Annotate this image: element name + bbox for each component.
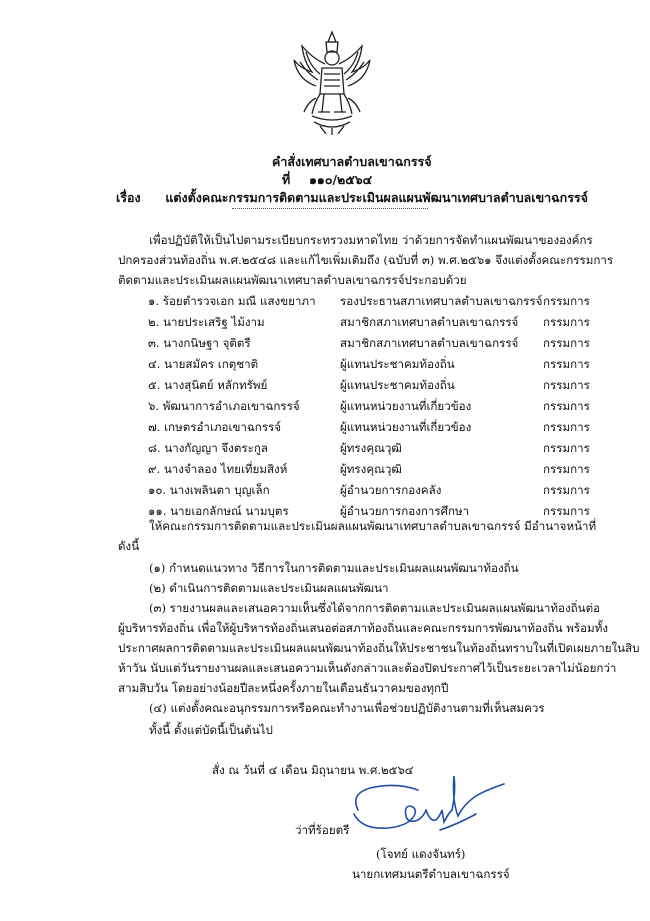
member-name: ๘. นางกัญญา จึงตระกูล [148, 441, 268, 455]
member-row [0, 417, 650, 437]
order-number-row [282, 170, 372, 190]
member-role: กรรมการ [543, 315, 590, 329]
member-name: ๕. นางสุนิตย์ หลักทรัพย์ [148, 378, 268, 392]
duty-item-3-line-5: สามสิบวัน โดยอย่างน้อยปีละหนึ่งครั้งภายในเดือนธันวาคมของทุกปี [118, 681, 449, 695]
member-name: ๗. เกษตรอำเภอเขาฉกรรจ์ [148, 420, 282, 434]
member-name: ๑๑. นายเอกลักษณ์ นามบุตร [148, 504, 289, 518]
member-position: สมาชิกสภาเทศบาลตำบลเขาฉกรรจ์ [340, 336, 519, 350]
separator-dotted-line [232, 208, 428, 209]
garuda-emblem-icon [290, 28, 374, 136]
member-row [0, 333, 650, 353]
signer-name: (โจทย์ แดงจันทร์) [376, 847, 466, 861]
member-row [0, 375, 650, 395]
duty-item-3-line-1: (๓) รายงานผลและเสนอความเห็นซึ่งได้จากการติดตามและประเมินผลแผนพัฒนาท้องถิ่นต่อ [149, 601, 601, 615]
member-row [0, 480, 650, 500]
member-position: ผู้แทนประชาคมท้องถิ่น [340, 357, 455, 371]
member-name: ๖. พัฒนาการอำเภอเขาฉกรรจ์ [148, 399, 300, 413]
member-role: กรรมการ [543, 357, 590, 371]
signer-title: นายกเทศมนตรีตำบลเขาฉกรรจ์ [352, 867, 510, 881]
intro-line-1: เพื่อปฏิบัติให้เป็นไปตามระเบียบกระทรวงมหาดไทย ว่าด้วยการจัดทำแผนพัฒนาขององค์กร [149, 233, 593, 247]
duty-intro-line-2: ดังนี้ [118, 539, 140, 553]
member-row [0, 354, 650, 374]
member-role: กรรมการ [543, 462, 590, 476]
member-row [0, 396, 650, 416]
member-role: กรรมการ [543, 420, 590, 434]
duty-item-2: (๒) ดำเนินการติดตามและประเมินผลแผนพัฒนา [149, 581, 389, 595]
order-date: สั่ง ณ วันที่ ๔ เดือน มิถุนายน พ.ศ.๒๕๖๔ [212, 763, 414, 777]
duty-item-4: (๔) แต่งตั้งคณะอนุกรรมการหรือคณะทำงานเพื่อช่วยปฏิบัติงานตามที่เห็นสมควร [149, 701, 545, 715]
member-position: รองประธานสภาเทศบาลตำบลเขาฉกรรจ์ [340, 294, 543, 308]
member-position: ผู้อำนวยการกองคลัง [340, 483, 442, 497]
intro-line-3: ติดตามและประเมินผลแผนพัฒนาเทศบาลตำบลเขาฉกรรจ์ประกอบด้วย [118, 273, 467, 287]
member-role: กรรมการ [543, 504, 590, 518]
handwritten-signature [348, 770, 508, 840]
member-row [0, 291, 650, 311]
member-position: ผู้ทรงคุณวุฒิ [340, 441, 402, 455]
order-number-label: ที่ [282, 172, 291, 187]
member-row [0, 312, 650, 332]
effective-statement: ทั้งนี้ ตั้งแต่บัดนี้เป็นต้นไป [149, 723, 273, 737]
order-number: ๑๑๐/๒๕๖๔ [308, 172, 373, 187]
member-position: ผู้แทนหน่วยงานที่เกี่ยวข้อง [340, 420, 472, 434]
duty-intro-line-1: ให้คณะกรรมการติดตามและประเมินผลแผนพัฒนาเทศบาลตำบลเขาฉกรรจ์ มีอำนาจหน้าที่ [149, 519, 597, 533]
member-position: ผู้อำนวยการกองการศึกษา [340, 504, 470, 518]
member-position: ผู้แทนประชาคมท้องถิ่น [340, 378, 455, 392]
subject-label: เรื่อง [116, 190, 141, 205]
member-name: ๑. ร้อยตำรวจเอก มณี แสงขยาภา [148, 294, 316, 308]
member-name: ๒. นายประเสริฐ ไม้งาม [148, 315, 265, 329]
order-title: คำสั่งเทศบาลตำบลเขาฉกรรจ์ [272, 154, 432, 169]
member-name: ๙. นางจำลอง ไทยเที่ยมสิงห์ [148, 462, 288, 476]
duty-item-3-line-2: ผู้บริหารท้องถิ่น เพื่อให้ผู้บริหารท้องถิ่นเสนอต่อสภาท้องถิ่นและคณะกรรมการพัฒนาท้องถิ่น พร้อมทั้ง [118, 621, 609, 635]
member-row [0, 459, 650, 479]
intro-line-2: ปกครองส่วนท้องถิ่น พ.ศ.๒๕๔๘ และแก้ไขเพิ่มเติมถึง (ฉบับที่ ๓) พ.ศ.๒๕๖๑ จึงแต่งตั้งคณะกรรมการ [118, 253, 614, 267]
signer-rank: ว่าที่ร้อยตรี [295, 823, 350, 837]
subject-text: แต่งตั้งคณะกรรมการติดตามและประเมินผลแผนพัฒนาเทศบาลตำบลเขาฉกรรจ์ [165, 190, 588, 205]
member-position: ผู้ทรงคุณวุฒิ [340, 462, 402, 476]
member-name: ๓. นางกนิษฐา จุติตรี [148, 336, 251, 350]
duty-item-3-line-3: ประกาศผลการติดตามและประเมินผลแผนพัฒนาท้องถิ่นให้ประชาชนในท้องถิ่นทราบในที่เปิดเผยภายในสิบ [118, 641, 640, 655]
duty-item-1: (๑) กำหนดแนวทาง วิธีการในการติดตามและประเมินผลแผนพัฒนาท้องถิ่น [149, 561, 519, 575]
member-position: สมาชิกสภาเทศบาลตำบลเขาฉกรรจ์ [340, 315, 519, 329]
member-position: ผู้แทนหน่วยงานที่เกี่ยวข้อง [340, 399, 472, 413]
member-row [0, 438, 650, 458]
member-role: กรรมการ [543, 441, 590, 455]
member-role: กรรมการ [543, 336, 590, 350]
member-role: กรรมการ [543, 378, 590, 392]
member-role: กรรมการ [543, 294, 590, 308]
member-name: ๔. นายสมัคร เกตุชาติ [148, 357, 259, 371]
member-role: กรรมการ [543, 399, 590, 413]
duty-item-3-line-4: ห้าวัน นับแต่วันรายงานผลและเสนอความเห็นดังกล่าวและต้องปิดประกาศไว้เป็นระยะเวลาไม่น้อยกว่า [118, 661, 617, 675]
member-role: กรรมการ [543, 483, 590, 497]
subject-row [116, 188, 588, 208]
member-name: ๑๐. นางเพลินตา บุญเล็ก [148, 483, 270, 497]
